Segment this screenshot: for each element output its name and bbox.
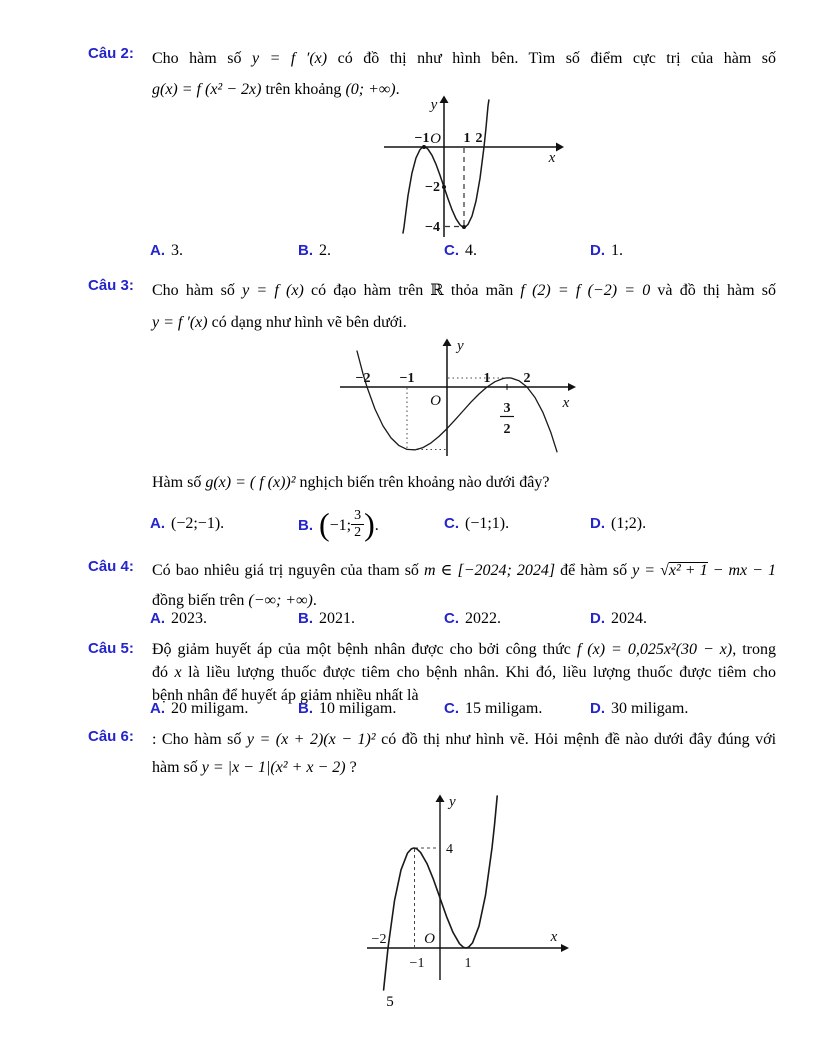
- answer-letter: A.: [150, 242, 165, 259]
- x-axis-label: x: [562, 395, 570, 411]
- fraction-denominator: 2: [354, 524, 362, 540]
- question-4-text: [152, 556, 776, 616]
- math-inline: f (x) = 0,025x²(30 − x): [576, 641, 733, 658]
- answer-letter: B.: [298, 242, 313, 259]
- question-5-text: [152, 638, 776, 707]
- answer-letter: D.: [590, 700, 605, 717]
- point-1-neg4: [462, 225, 466, 229]
- answer-letter: A.: [150, 700, 165, 717]
- big-paren-open: (: [319, 506, 330, 542]
- answer-value: 4.: [465, 242, 477, 259]
- text-run: .: [312, 592, 317, 609]
- question-3-line-1: [152, 275, 776, 307]
- figure-graph-q6: [345, 790, 577, 992]
- fraction: [351, 509, 364, 540]
- figure-graph-q2: [382, 95, 566, 241]
- curve-f-prime: [357, 351, 557, 452]
- answer-option-a: [150, 700, 248, 718]
- question-3-stem-line: [152, 474, 776, 492]
- answer-letter: B.: [298, 516, 313, 534]
- math-inline: g(x) = f (x² − 2x): [152, 81, 262, 98]
- math-inline: x: [174, 664, 182, 681]
- text-run: Cho hàm số: [152, 282, 243, 299]
- text-run: là liều lượng thuốc được tiêm cho bệnh nhân. Khi đó, liều lượng thuốc được tiêm cho: [181, 664, 777, 681]
- tick-x-1: 1: [464, 956, 472, 971]
- text-run: có đồ thị như hình bên. Tìm số điểm cực trị của hàm số: [327, 50, 777, 67]
- math-inline: m ∈ [−2024; 2024]: [423, 562, 556, 579]
- question-5-answers: [150, 700, 776, 722]
- y-axis-label: y: [430, 97, 438, 113]
- answer-value: 2.: [319, 242, 331, 259]
- answer-value: 2022.: [465, 610, 501, 627]
- answer-letter: B.: [298, 610, 313, 627]
- answer-option-b: [298, 700, 396, 718]
- answer-value: (−2;−1).: [171, 515, 225, 532]
- question-2-label: Câu 2:: [88, 45, 134, 62]
- answer-letter: C.: [444, 610, 459, 627]
- tick-y-neg4: −4: [425, 220, 440, 235]
- x-axis-label: x: [550, 929, 558, 945]
- answer-option-c: [444, 242, 477, 260]
- answer-option-d: [590, 242, 623, 260]
- text-run: hàm số: [152, 759, 202, 776]
- answer-letter: D.: [590, 242, 605, 259]
- text-run: , trong: [732, 641, 776, 658]
- x-axis-arrow-icon: [556, 143, 564, 152]
- math-inline: f (2) = f (−2) = 0: [520, 282, 651, 299]
- answer-option-c: [444, 515, 509, 533]
- question-4-label: Câu 4:: [88, 558, 134, 575]
- fraction-numerator: 3: [503, 401, 511, 416]
- text-run: có đồ thị như hình vẽ. Hỏi mệnh đề nào dưới đây đúng với: [375, 731, 777, 748]
- answer-option-c: [444, 610, 501, 628]
- question-2-answers: [150, 242, 776, 264]
- answer-value: 15 miligam.: [465, 700, 543, 717]
- point-0-neg2: [442, 185, 446, 189]
- math-inline: (0; +∞): [345, 81, 396, 98]
- tick-y-4: 4: [446, 842, 453, 857]
- text-run: thỏa mãn: [443, 282, 521, 299]
- tick-x-neg1: −1: [399, 371, 415, 386]
- answer-letter: C.: [444, 242, 459, 259]
- math-inline: y = f ′(x): [251, 50, 328, 67]
- answer-option-a: [150, 610, 207, 628]
- text-run: Hàm số: [152, 474, 206, 491]
- answer-letter: C.: [444, 515, 459, 532]
- answer-value: [319, 506, 379, 542]
- answer-value: 20 miligam.: [171, 700, 249, 717]
- tick-x-neg2: −2: [371, 932, 387, 947]
- question-4-answers: [150, 610, 776, 632]
- answer-value: (−1;1).: [465, 515, 510, 532]
- radical-sign: √: [660, 562, 669, 579]
- x-axis-arrow-icon: [561, 944, 569, 952]
- x-axis-label: x: [548, 150, 556, 166]
- question-6-label: Câu 6:: [88, 728, 134, 745]
- tick-x-2: 2: [523, 371, 531, 386]
- origin-label: O: [430, 393, 441, 409]
- y-axis-arrow-icon: [436, 795, 445, 803]
- text-run: Có bao nhiêu giá trị nguyên của tham số: [152, 562, 424, 579]
- tick-x-neg1: −1: [414, 131, 430, 146]
- answer-option-b: [298, 506, 379, 542]
- answer-value: 3.: [171, 242, 183, 259]
- tick-x-neg1: −1: [409, 956, 425, 971]
- x-axis-arrow-icon: [568, 383, 576, 391]
- y-axis-label: y: [457, 338, 464, 354]
- math-inline: g(x) = ( f (x))²: [205, 474, 296, 491]
- answer-option-a: [150, 515, 224, 533]
- answer-option-d: [590, 700, 688, 718]
- y-axis-arrow-icon: [443, 339, 452, 347]
- y-axis-label: y: [449, 794, 456, 810]
- interval-start: −1;: [329, 516, 352, 534]
- question-5-line-2: [152, 661, 776, 684]
- y-axis-arrow-icon: [440, 96, 449, 104]
- question-6-text: [152, 726, 776, 782]
- square-root: [660, 562, 707, 579]
- question-3-stem: [152, 474, 776, 492]
- answer-option-b: [298, 242, 331, 260]
- tick-x-2: 2: [475, 131, 483, 146]
- math-inline: y = |x − 1|(x² + x − 2): [201, 759, 346, 776]
- math-inline: y = (x + 2)(x − 1)²: [246, 731, 376, 748]
- text-run: Cho hàm số: [152, 50, 252, 67]
- tick-y-neg2: −2: [425, 180, 440, 195]
- math-inline: y =: [632, 562, 661, 579]
- math-inline: − mx − 1: [707, 562, 777, 579]
- text-run: đó: [152, 664, 175, 681]
- text-run: có đạo hàm trên: [303, 282, 431, 299]
- text-run: nghịch biến trên khoảng nào dưới đây?: [295, 474, 550, 491]
- answer-option-c: [444, 700, 542, 718]
- answer-value: 1.: [611, 242, 623, 259]
- answer-value: (1;2).: [611, 515, 647, 532]
- math-inline: y = f ′(x): [152, 314, 208, 331]
- tick-x-1: 1: [483, 371, 491, 386]
- text-run: để hàm số: [555, 562, 633, 579]
- math-inline: y = f (x): [242, 282, 304, 299]
- answer-letter: C.: [444, 700, 459, 717]
- text-run: đồng biến trên: [152, 592, 249, 609]
- origin-label: O: [424, 931, 435, 947]
- answer-letter: B.: [298, 700, 313, 717]
- tick-x-neg2: −2: [355, 371, 371, 386]
- text-run: .: [395, 81, 400, 98]
- fraction-numerator: 3: [351, 509, 364, 525]
- question-3-label: Câu 3:: [88, 277, 134, 294]
- question-4-line-1: [152, 556, 776, 586]
- question-6-line-1: [152, 726, 776, 754]
- answer-value: 2023.: [171, 610, 207, 627]
- text-run: trên khoảng: [261, 81, 346, 98]
- answer-value: 10 miligam.: [319, 700, 397, 717]
- answer-letter: A.: [150, 610, 165, 627]
- radicand: x² + 1: [668, 562, 708, 579]
- page-number: 5: [386, 994, 394, 1010]
- answer-option-d: [590, 515, 646, 533]
- figure-graph-q3: [330, 336, 592, 464]
- answer-letter: A.: [150, 515, 165, 532]
- fraction-denominator: 2: [503, 422, 511, 437]
- text-run: và đồ thị hàm số: [650, 282, 777, 299]
- origin-label: O: [430, 131, 441, 147]
- text-run: Độ giảm huyết áp của một bệnh nhân được cho bởi công thức: [152, 641, 577, 658]
- math-inline: (−∞; +∞): [248, 592, 313, 609]
- question-5-label: Câu 5:: [88, 640, 134, 657]
- answer-option-b: [298, 610, 355, 628]
- question-3-line-2: [152, 307, 776, 339]
- text-run: có dạng như hình vẽ bên dưới.: [207, 314, 407, 331]
- period: .: [374, 516, 379, 534]
- big-paren-close: ): [364, 506, 375, 542]
- question-5-line-3: bệnh nhân để huyết áp giảm nhiều nhất là: [152, 687, 419, 704]
- question-3-answers: [150, 501, 776, 547]
- curve-f-prime: [403, 100, 489, 233]
- question-5-line-1: [152, 638, 776, 661]
- answer-letter: D.: [590, 515, 605, 532]
- answer-letter: D.: [590, 610, 605, 627]
- answer-option-a: [150, 242, 183, 260]
- text-run: : Cho hàm số: [152, 731, 247, 748]
- text-run: ?: [345, 759, 357, 776]
- question-6-line-2: [152, 754, 776, 782]
- math-real-set: ℝ: [430, 282, 444, 299]
- answer-value: 30 miligam.: [611, 700, 689, 717]
- question-2-line-1: [152, 43, 776, 74]
- answer-value: 2024.: [611, 610, 647, 627]
- question-3-text: [152, 275, 776, 339]
- answer-value: 2021.: [319, 610, 355, 627]
- answer-option-d: [590, 610, 647, 628]
- tick-x-1: 1: [463, 131, 471, 146]
